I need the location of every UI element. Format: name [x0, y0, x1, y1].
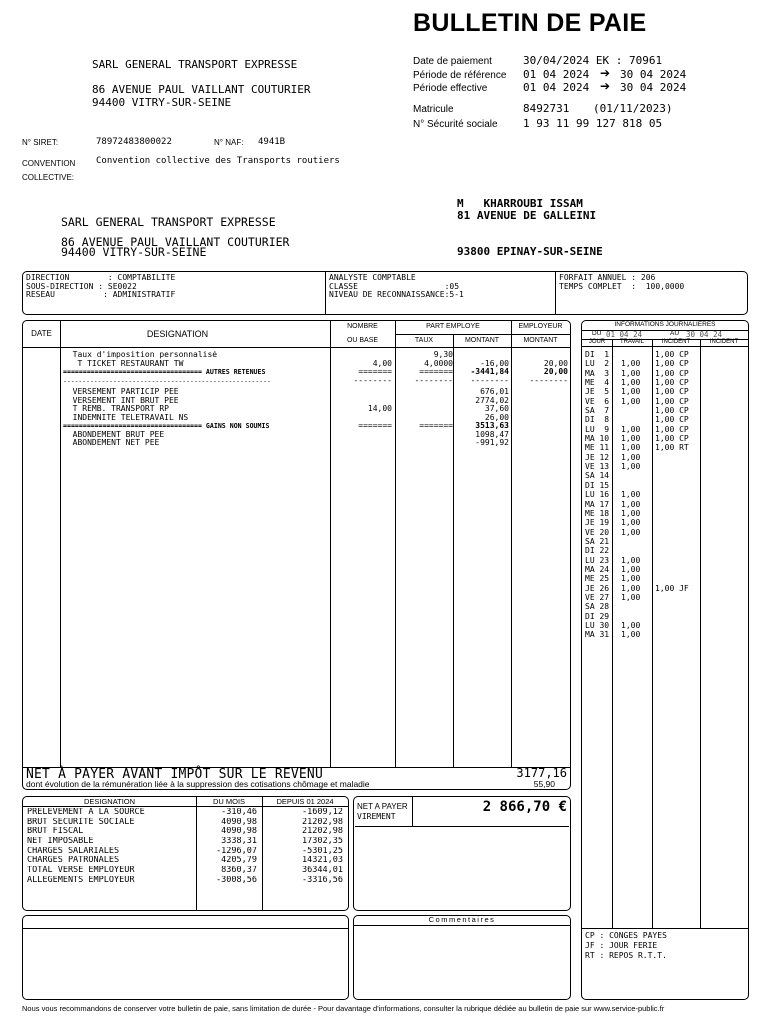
col-header-taux: TAUX — [414, 337, 434, 344]
cumuls-header-mois: DU MOIS — [212, 797, 246, 806]
cumul-depuis: -5301,25 — [302, 846, 343, 856]
daily-travail: 1,00 — [621, 592, 641, 602]
cumul-label: BRUT FISCAL — [27, 827, 84, 837]
ref-period-to: 30 04 2024 — [620, 68, 687, 81]
employer-address-2: 94400 VITRY-SUR-SEINE — [92, 96, 232, 109]
pay-line-montant: 1098,47 — [475, 430, 509, 439]
arrow-right-icon: ➔ — [600, 66, 611, 80]
daily-row — [585, 415, 745, 424]
cumul-mois: -1296,07 — [216, 846, 257, 856]
cumul-depuis: 21202,98 — [302, 827, 343, 837]
org-direction — [26, 274, 175, 300]
pay-line-label: VERSEMENT INT BRUT PEE — [63, 396, 179, 405]
daily-row — [585, 584, 745, 593]
pay-line-employeur: 20,00 — [543, 359, 568, 368]
daily-day: MA 24 — [585, 564, 610, 574]
org-direction-line: DIRECTION : COMPTABILITE — [26, 273, 176, 282]
pay-line-label: =================================== GAINS NON SOUMIS — [63, 422, 270, 430]
daily-travail: 1,00 — [621, 583, 641, 593]
pay-line-row — [61, 431, 570, 440]
daily-travail: 1,00 — [621, 555, 641, 565]
employee-address-1: 81 AVENUE DE GALLEINI — [457, 209, 597, 222]
daily-day: VE 20 — [585, 527, 610, 537]
arrow-right-icon: ➔ — [600, 79, 611, 93]
daily-day: JE 26 — [585, 583, 610, 593]
daily-incident: 1,00 CP — [655, 434, 689, 444]
daily-row — [585, 425, 745, 434]
pay-line-row — [61, 397, 570, 406]
daily-travail: 1,00 — [621, 387, 641, 397]
cumul-label: NET IMPOSABLE — [27, 837, 94, 847]
daily-incident: 1,00 RT — [655, 443, 689, 453]
pay-line-taux: ======= — [419, 422, 453, 430]
siret-value: 78972483800022 — [96, 137, 172, 147]
daily-travail: 1,00 — [621, 499, 641, 509]
cumul-label: BRUT SECURITE SOCIALE — [27, 817, 135, 827]
daily-travail: 1,00 — [621, 424, 641, 434]
daily-row — [585, 359, 745, 368]
pay-info-block — [413, 54, 753, 134]
cumul-label: TOTAL VERSE EMPLOYEUR — [27, 866, 135, 876]
daily-row — [585, 369, 745, 378]
daily-day: VE 6 — [585, 396, 610, 406]
employer-address-1: 86 AVENUE PAUL VAILLANT COUTURIER — [61, 234, 290, 249]
pay-line-montant: 37,60 — [484, 405, 509, 413]
pay-line-row — [61, 360, 570, 369]
daily-day: DI 29 — [585, 611, 610, 621]
pay-line-base: -------- — [353, 376, 392, 385]
daily-header-jour: JOUR — [588, 339, 606, 345]
daily-travail: 1,00 — [621, 574, 641, 584]
comments-box — [353, 915, 571, 1000]
daily-travail: 1,00 — [621, 527, 641, 537]
daily-day: VE 13 — [585, 462, 610, 472]
matricule-label: Matricule — [413, 104, 454, 115]
daily-row — [585, 565, 745, 574]
eff-period-from: 01 04 2024 — [523, 81, 590, 94]
col-header-designation: DESIGNATION — [146, 329, 209, 339]
daily-day: DI 15 — [585, 480, 610, 490]
employee-name: M KHARROUBI ISSAM — [457, 197, 583, 210]
col-header-part-employe: PART EMPLOYE — [426, 323, 480, 330]
cumul-row — [27, 847, 345, 857]
cumul-depuis: -3316,56 — [302, 875, 343, 885]
pay-line-taux: -------- — [414, 376, 453, 385]
col-header-nombre: NOMBRE — [347, 323, 378, 330]
cumul-mois: 4090,98 — [221, 827, 257, 837]
net-before-tax-value: 3177,16 — [516, 766, 567, 780]
cumuls-header-designation: DESIGNATION — [83, 797, 136, 806]
cumul-row — [27, 827, 345, 837]
org-temps-line: TEMPS COMPLET : 100,0000 — [559, 281, 685, 291]
cumul-row — [27, 866, 345, 876]
cumul-label: CHARGES PATRONALES — [27, 856, 120, 866]
employee-block — [457, 198, 603, 258]
pay-line-label: =================================== AUTRES RETENUES — [63, 368, 266, 376]
cumuls-rows — [27, 808, 345, 886]
pay-line-label: ------------------------------------------------------ — [63, 376, 271, 385]
eff-period-label: Période effective — [413, 83, 488, 94]
pay-line-row — [61, 405, 570, 414]
daily-day: SA 21 — [585, 536, 610, 546]
cumul-depuis: 14321,03 — [302, 856, 343, 866]
pay-line-taux: ======= — [419, 368, 453, 376]
daily-travail: 1,00 — [621, 443, 641, 453]
col-header-date: DATE — [31, 329, 52, 338]
daily-au-value: 30 04 24 — [686, 329, 723, 339]
daily-day: MA 31 — [585, 630, 610, 640]
pay-line-taux: 4,0000 — [424, 359, 453, 368]
daily-row — [585, 481, 745, 490]
net-before-tax-label: NET À PAYER AVANT IMPÔT SUR LE REVENU — [26, 767, 323, 782]
daily-travail: 1,00 — [621, 434, 641, 444]
daily-day: ME 25 — [585, 574, 610, 584]
comments-title: Commentaires — [428, 915, 496, 924]
daily-row — [585, 546, 745, 555]
cumul-mois: 4090,98 — [221, 817, 257, 827]
daily-travail: 1,00 — [621, 630, 641, 640]
col-header-montant: MONTANT — [464, 337, 500, 344]
col-header-employeur-montant: MONTANT — [523, 337, 558, 344]
daily-travail: 1,00 — [621, 490, 641, 500]
org-forfait-line: FORFAIT ANNUEL : 206 — [559, 273, 656, 282]
pay-line-montant: -991,92 — [475, 439, 509, 447]
footer-note: Nous vous recommandons de conserver votre bulletin de paie, sans limitation de durée - Pour davantage d'informations, consulter la rubrique dédiée au bulletin de paie sur www.service-public.fr — [22, 1004, 665, 1013]
daily-day: JE 5 — [585, 387, 610, 397]
daily-travail: 1,00 — [621, 508, 641, 518]
daily-row — [585, 574, 745, 583]
pay-line-label: ABONDEMENT BRUT PEE — [63, 430, 165, 439]
daily-day: LU 2 — [585, 359, 610, 369]
net-before-tax-sub-value: 55,90 — [533, 779, 555, 789]
daily-travail: 1,00 — [621, 378, 641, 388]
daily-row — [585, 434, 745, 443]
daily-day: JE 19 — [585, 518, 610, 528]
cumul-depuis: 36344,01 — [302, 866, 343, 876]
net-payer-label: NET A PAYER — [357, 802, 408, 811]
pay-line-label: T REMB. TRANSPORT RP — [63, 405, 169, 413]
legend — [585, 931, 667, 961]
pay-line-label: Taux d'imposition personnalisé — [63, 351, 218, 359]
cumul-row — [27, 876, 345, 886]
pay-line-row — [61, 388, 570, 397]
daily-day: ME 11 — [585, 443, 610, 453]
cumul-label: CHARGES SALARIALES — [27, 846, 120, 856]
pay-line-base: ======= — [358, 422, 392, 430]
daily-travail: 1,00 — [621, 462, 641, 472]
daily-incident: 1,00 CP — [655, 424, 689, 434]
legend-item: JF : JOUR FERIE — [585, 941, 658, 950]
net-payer-value: 2 866,70 € — [482, 799, 567, 815]
daily-travail: 1,00 — [621, 396, 641, 406]
pay-line-row — [61, 414, 570, 423]
cumuls-header-depuis: DEPUIS 01 2024 — [276, 797, 334, 806]
ss-number-label: N° Sécurité sociale — [413, 119, 498, 130]
pay-line-label: T TICKET RESTAURANT TW — [63, 359, 184, 368]
daily-incident: 1,00 CP — [655, 406, 689, 416]
daily-du-value: 01 04 24 — [606, 329, 643, 339]
pay-line-row — [61, 439, 570, 448]
daily-day: MA 10 — [585, 434, 610, 444]
daily-day: DI 8 — [585, 415, 610, 425]
employer-address-2: 94400 VITRY-SUR-SEINE — [61, 245, 207, 259]
daily-au-label: AU — [670, 330, 680, 337]
pay-line-montant: 676,01 — [480, 388, 509, 396]
org-classification — [329, 274, 464, 300]
daily-incident: 1,00 CP — [655, 415, 689, 425]
org-classe-line: CLASSE :05 — [329, 281, 460, 291]
naf-label: N° NAF: — [214, 138, 244, 147]
cumul-mois: 3338,31 — [221, 837, 257, 847]
pay-line-label: ABONDEMENT NET PEE — [63, 439, 160, 447]
daily-day: SA 7 — [585, 406, 610, 416]
convention-value: Convention collective des Transports routiers — [96, 156, 340, 166]
daily-row — [585, 378, 745, 387]
daily-row — [585, 490, 745, 499]
cumul-row — [27, 856, 345, 866]
daily-row — [585, 406, 745, 415]
cumul-row — [27, 818, 345, 828]
daily-row — [585, 518, 745, 527]
pay-line-row — [61, 368, 570, 377]
daily-day: MA 17 — [585, 499, 610, 509]
cumul-label: ALLEGEMENTS EMPLOYEUR — [27, 875, 135, 885]
ref-period-label: Période de référence — [413, 70, 507, 81]
pay-line-row — [61, 351, 570, 360]
legend-item: RT : REPOS R.T.T. — [585, 951, 667, 960]
matricule-date: (01/11/2023) — [593, 102, 673, 115]
daily-info-title: INFORMATIONS JOURNALIERES — [614, 321, 716, 328]
employer-name: SARL GENERAL TRANSPORT EXPRESSE — [61, 215, 276, 229]
main-rows — [61, 351, 570, 448]
daily-incident: 1,00 JF — [655, 583, 689, 593]
daily-day: LU 23 — [585, 555, 610, 565]
daily-day: VE 27 — [585, 592, 610, 602]
pay-line-base: ======= — [358, 368, 392, 376]
convention-label — [22, 157, 75, 185]
employer-name: SARL GENERAL TRANSPORT EXPRESSE — [92, 58, 298, 71]
daily-row — [585, 612, 745, 621]
daily-day: ME 4 — [585, 378, 610, 388]
cumul-depuis: 21202,98 — [302, 817, 343, 827]
daily-day: LU 30 — [585, 620, 610, 630]
daily-travail: 1,00 — [621, 518, 641, 528]
daily-day: SA 14 — [585, 471, 610, 481]
cumul-depuis: -1609,12 — [302, 808, 343, 817]
daily-row — [585, 537, 745, 546]
daily-row — [585, 602, 745, 611]
employer-address-1: 86 AVENUE PAUL VAILLANT COUTURIER — [92, 83, 311, 96]
daily-incident: 1,00 CP — [655, 350, 689, 359]
pay-line-base: 4,00 — [372, 359, 392, 368]
daily-incident: 1,00 CP — [655, 359, 689, 369]
pay-line-montant: -16,00 — [480, 359, 509, 368]
col-header-base: OU BASE — [346, 337, 379, 344]
daily-day: DI 22 — [585, 546, 610, 556]
employee-address-2: 93800 EPINAY-SUR-SEINE — [457, 245, 603, 258]
daily-day: LU 16 — [585, 490, 610, 500]
daily-row — [585, 387, 745, 396]
daily-travail: 1,00 — [621, 564, 641, 574]
org-sous-direction-line: SOUS-DIRECTION : SE0022 — [26, 281, 137, 291]
pay-line-taux: 9,30 — [433, 351, 453, 359]
daily-incident: 1,00 CP — [655, 368, 689, 378]
daily-row — [585, 630, 745, 639]
cumul-mois: 4205,79 — [221, 856, 257, 866]
col-header-employeur: EMPLOYEUR — [518, 323, 563, 330]
org-analyste-line: ANALYSTE COMPTABLE — [329, 273, 416, 282]
pay-line-base: 14,00 — [367, 405, 392, 413]
pay-line-montant: 2774,02 — [475, 396, 509, 405]
pay-date-label: Date de paiement — [413, 56, 492, 67]
payment-mode: VIREMENT — [357, 812, 396, 821]
cumul-depuis: 17302,35 — [302, 837, 343, 847]
daily-day: MA 3 — [585, 368, 610, 378]
daily-du-label: DU — [592, 330, 602, 337]
pay-line-montant: 26,00 — [484, 413, 509, 422]
daily-travail: 1,00 — [621, 452, 641, 462]
org-reseau-line: RESEAU : ADMINISTRATIF — [26, 290, 176, 299]
daily-row — [585, 397, 745, 406]
daily-row — [585, 453, 745, 462]
daily-incident: 1,00 CP — [655, 378, 689, 388]
daily-header-incident-2: INCIDENT — [709, 339, 739, 345]
net-before-tax-sub-label: dont évolution de la rémunération liée à la suppression des cotisations chômage et maladie — [26, 779, 370, 789]
daily-row — [585, 593, 745, 602]
daily-incident: 1,00 CP — [655, 396, 689, 406]
daily-row — [585, 350, 745, 359]
daily-row — [585, 500, 745, 509]
naf-value: 4941B — [258, 137, 286, 147]
daily-row — [585, 462, 745, 471]
daily-row — [585, 443, 745, 452]
daily-day: JE 12 — [585, 452, 610, 462]
daily-row — [585, 556, 745, 565]
employer-block-envelope — [61, 217, 289, 258]
daily-row — [585, 471, 745, 480]
daily-travail: 1,00 — [621, 620, 641, 630]
pay-line-montant: -3441,84 — [470, 368, 509, 376]
eff-period-to: 30 04 2024 — [620, 81, 687, 94]
cumul-row — [27, 808, 345, 818]
daily-day: SA 28 — [585, 602, 610, 612]
legend-item: CP : CONGES PAYES — [585, 931, 667, 940]
siret-label: N° SIRET: — [22, 138, 59, 147]
daily-header-travail: TRAVAIL — [619, 339, 645, 345]
pay-line-employeur: 20,00 — [543, 368, 568, 376]
daily-day: LU 9 — [585, 424, 610, 434]
pay-line-montant: 3513,63 — [475, 422, 509, 430]
cumul-mois: -3008,56 — [216, 875, 257, 885]
ref-period-from: 01 04 2024 — [523, 68, 590, 81]
cumul-mois: -310,46 — [221, 808, 257, 817]
ss-number-value: 1 93 11 99 127 818 05 — [523, 117, 663, 130]
org-forfait — [559, 274, 684, 291]
daily-row — [585, 621, 745, 630]
employer-block-top — [92, 58, 311, 109]
cumul-row — [27, 837, 345, 847]
daily-incident: 1,00 CP — [655, 387, 689, 397]
daily-row — [585, 528, 745, 537]
pay-line-montant: -------- — [470, 376, 509, 385]
pay-line-row — [61, 422, 570, 431]
daily-row — [585, 509, 745, 518]
daily-travail: 1,00 — [621, 368, 641, 378]
daily-header-incident: INCIDENT — [661, 339, 691, 345]
cumul-label: PRELEVEMENT A LA SOURCE — [27, 808, 145, 817]
daily-rows — [585, 350, 745, 640]
matricule-value: 8492731 — [523, 102, 570, 115]
page-title: BULLETIN DE PAIE — [413, 9, 647, 37]
daily-day: DI 1 — [585, 350, 610, 359]
pay-line-label: VERSEMENT PARTICIP PEE — [63, 388, 179, 396]
daily-travail: 1,00 — [621, 359, 641, 369]
pay-date-value: 30/04/2024 EK : 70961 — [523, 54, 663, 67]
cumul-mois: 8360,37 — [221, 866, 257, 876]
convention-label-line1: CONVENTION — [22, 159, 76, 168]
org-niveau-line: NIVEAU DE RECONNAISSANCE:5-1 — [329, 290, 464, 299]
pay-line-employeur: -------- — [529, 376, 568, 385]
pay-line-row — [61, 377, 570, 386]
convention-label-line2: COLLECTIVE: — [22, 173, 75, 182]
daily-day: ME 18 — [585, 508, 610, 518]
pay-line-label: INDEMNITE TELETRAVAIL NS — [63, 413, 189, 422]
